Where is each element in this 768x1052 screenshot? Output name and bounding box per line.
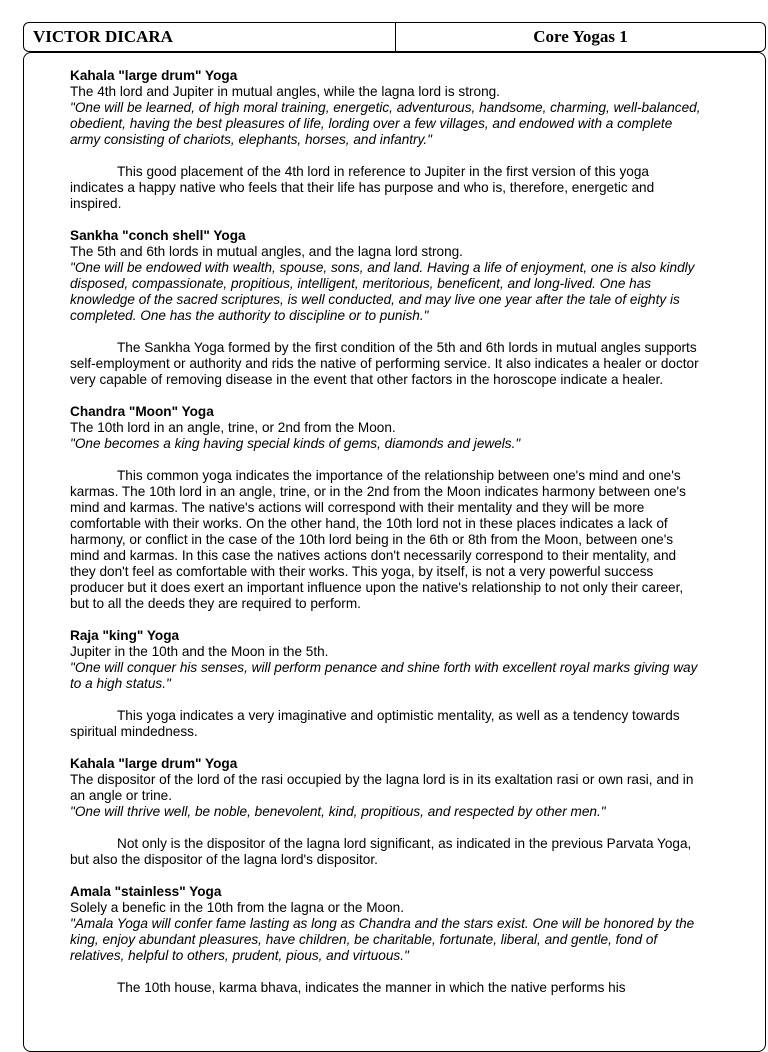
yoga-quote: "One will thrive well, be noble, benevolent, kind, propitious, and respected by other men." bbox=[70, 804, 606, 819]
yoga-rule: The dispositor of the lord of the rasi occupied by the lagna lord is in its exaltation rasi or own rasi, and in an angle or trine. bbox=[70, 772, 694, 803]
yoga-section bbox=[70, 628, 702, 692]
yoga-rule: Jupiter in the 10th and the Moon in the 5th. bbox=[70, 644, 329, 659]
yoga-commentary: Not only is the dispositor of the lagna lord significant, as indicated in the previous Parvata Yoga, but also the dispositor of the lagna lord's dispositor. bbox=[70, 836, 692, 867]
yoga-title: Kahala "large drum" Yoga bbox=[70, 68, 238, 83]
yoga-commentary: This yoga indicates a very imaginative and optimistic mentality, as well as a tendency towards spiritual mindedness. bbox=[70, 708, 680, 739]
yoga-title: Amala "stainless" Yoga bbox=[70, 884, 222, 899]
document-body bbox=[70, 68, 702, 1012]
yoga-title: Chandra "Moon" Yoga bbox=[70, 404, 214, 419]
yoga-title: Sankha "conch shell" Yoga bbox=[70, 228, 246, 243]
yoga-section bbox=[70, 884, 702, 964]
author-name: VICTOR DICARA bbox=[24, 23, 396, 51]
yoga-quote: "One will conquer his senses, will perform penance and shine forth with excellent royal marks giving way to a high status." bbox=[70, 660, 698, 691]
yoga-commentary: This good placement of the 4th lord in reference to Jupiter in the first version of this yoga indicates a happy native who feels that their life has purpose and who is, therefore, energetic and inspired. bbox=[70, 164, 655, 211]
yoga-commentary: This common yoga indicates the importance of the relationship between one's mind and one's karmas. The 10th lord in an angle, trine, or in the 2nd from the Moon indicates harmony between one's mind and karmas. The native's actions will correspond with their mentality and they will be more comfortable with their works. On the other hand, the 10th lord not in these places indicates a lack of harmony, or conflict in the case of the 10th lord being in the 6th or 8th from the Moon, between one's mind and karmas. In this case the natives actions don't necessarily correspond to their mentality, and they don't feel as comfortable with their works. This yoga, by itself, is not a very powerful success producer but it does exert an important influence upon the native's relationship to not only their career, but to all the deeds they are required to perform. bbox=[70, 468, 686, 611]
yoga-section bbox=[70, 404, 702, 452]
yoga-title: Kahala "large drum" Yoga bbox=[70, 756, 238, 771]
yoga-rule: The 10th lord in an angle, trine, or 2nd from the Moon. bbox=[70, 420, 396, 435]
yoga-commentary: The Sankha Yoga formed by the first condition of the 5th and 6th lords in mutual angles supports self-employment or authority and rids the native of performing service. It also indicates a healer or doctor very capable of removing disease in the event that other factors in the horoscope indicate a healer. bbox=[70, 340, 699, 387]
yoga-section bbox=[70, 756, 702, 820]
yoga-rule: Solely a benefic in the 10th from the lagna or the Moon. bbox=[70, 900, 405, 915]
yoga-section bbox=[70, 68, 702, 148]
yoga-quote: "One will be learned, of high moral training, energetic, adventurous, handsome, charming, well-balanced, obedient, having the best pleasures of life, lording over a few villages, and endowed with a complete army consisting of chariots, elephants, horses, and infantry." bbox=[70, 100, 701, 147]
yoga-commentary: The 10th house, karma bhava, indicates the manner in which the native performs his bbox=[117, 980, 626, 995]
yoga-quote: "One will be endowed with wealth, spouse, sons, and land. Having a life of enjoyment, one is also kindly disposed, compassionate, propitious, intelligent, meritorious, beneficent, and long-lived. One has knowledge of the sacred scriptures, is well conducted, and may live one year after the tale of eighty is completed. One has the authority to discipline or to punish." bbox=[70, 260, 695, 323]
page-header bbox=[23, 22, 766, 52]
yoga-title: Raja "king" Yoga bbox=[70, 628, 180, 643]
document-title: Core Yogas 1 bbox=[533, 27, 628, 46]
yoga-section bbox=[70, 228, 702, 324]
yoga-quote: "Amala Yoga will confer fame lasting as long as Chandra and the stars exist. One will be honored by the king, enjoy abundant pleasures, have children, be charitable, fortunate, liberal, and gentle, fond of relatives, helpful to others, prudent, pious, and virtuous." bbox=[70, 916, 695, 963]
yoga-rule: The 5th and 6th lords in mutual angles, and the lagna lord strong. bbox=[70, 244, 463, 259]
yoga-quote: "One becomes a king having special kinds of gems, diamonds and jewels." bbox=[70, 436, 521, 451]
yoga-rule: The 4th lord and Jupiter in mutual angles, while the lagna lord is strong. bbox=[70, 84, 500, 99]
